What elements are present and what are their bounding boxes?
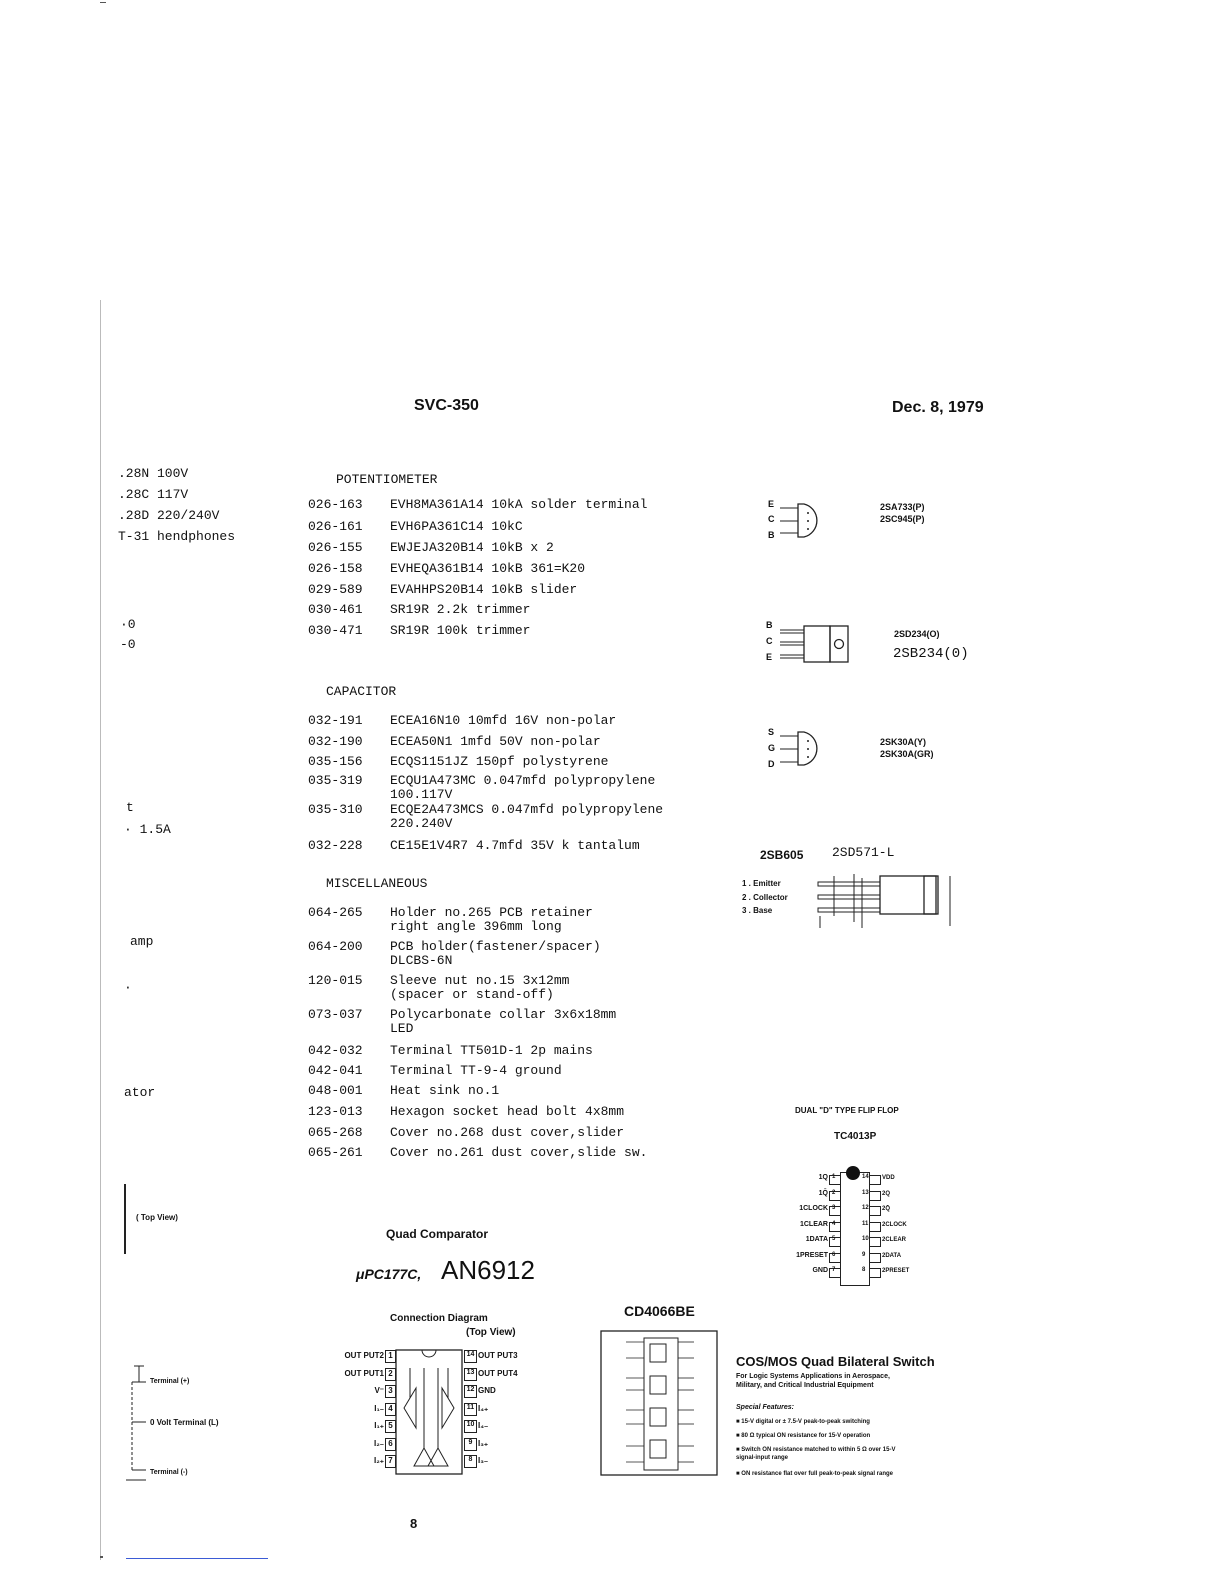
- misc-row: [308, 1145, 647, 1160]
- pin-number: 1: [832, 1174, 836, 1180]
- pin-label: S: [768, 727, 775, 737]
- to126-package-icon: [778, 624, 858, 664]
- pin-name: 2DATA: [882, 1252, 902, 1259]
- part-description: ECQE2A473MCS 0.047mfd polypropylene: [390, 802, 664, 817]
- part-code: 065-261: [308, 1145, 363, 1160]
- part-description: Cover no.268 dust cover,slider: [390, 1125, 625, 1140]
- part-description: Polycarbonate collar 3x6x18mm: [390, 1007, 617, 1022]
- pin-number: 8: [862, 1267, 866, 1273]
- margin-text: amp: [130, 934, 154, 949]
- pin-number: 3: [385, 1385, 396, 1398]
- pin-name: I₃₋: [478, 1456, 489, 1465]
- pin-name: VDD: [882, 1175, 895, 1181]
- pin-name: I₄₋: [478, 1421, 489, 1430]
- pin-name: V⁻: [374, 1386, 384, 1395]
- part-description: ECQS1151JZ 150pf polystyrene: [390, 754, 609, 769]
- part-description: ECQU1A473MC 0.047mfd polypropylene: [390, 773, 656, 788]
- to92-package-icon: [778, 500, 828, 540]
- pin-number: 2: [832, 1189, 836, 1196]
- capacitor-row: [308, 838, 640, 853]
- feature-text: Switch ON resistance matched to within 5 Ω over 15-V signal-input range: [736, 1447, 896, 1461]
- pin-label: 3 . Base: [742, 906, 773, 915]
- potentiometer-row: [308, 540, 554, 555]
- pin-name: 2Q: [882, 1190, 891, 1197]
- margin-text: ator: [124, 1085, 156, 1100]
- part-description: PCB holder(fastener/spacer): [390, 939, 601, 954]
- corner-mark: [100, 2, 106, 3]
- bullet-icon: ■: [736, 1471, 742, 1477]
- part-code: 032-191: [308, 713, 363, 728]
- pin-number: 12: [862, 1205, 869, 1211]
- cd4066-part: CD4066BE: [624, 1303, 695, 1319]
- part-description: Cover no.261 dust cover,slide sw.: [390, 1145, 648, 1160]
- part-description: Terminal TT-9-4 ground: [390, 1063, 562, 1078]
- part-code: 026-161: [308, 519, 363, 534]
- capacitor-row: [308, 754, 608, 769]
- part-description: Sleeve nut no.15 3x12mm: [390, 973, 570, 988]
- fet-package-icon: [778, 730, 828, 770]
- pin-number: 3: [832, 1205, 836, 1211]
- feature-text: 80 Ω typical ON resistance for 15-V operation: [741, 1433, 871, 1439]
- pin-number: 9: [862, 1251, 866, 1258]
- features-title: Special Features:: [736, 1404, 794, 1411]
- footer-rule: [126, 1558, 268, 1559]
- pin-number: 13: [464, 1368, 477, 1381]
- pin-box: [869, 1268, 881, 1278]
- pin-label: G: [768, 743, 776, 753]
- pin-number: 11: [464, 1403, 477, 1416]
- part-description: Terminal TT501D-1 2p mains: [390, 1043, 593, 1058]
- terminal-label: 0 Volt Terminal (L): [150, 1418, 219, 1427]
- part-description: SR19R 2.2k trimmer: [390, 602, 531, 617]
- capacitor-row: [308, 734, 601, 749]
- pin-number: 6: [832, 1251, 836, 1258]
- pin-name: OUT PUT1: [344, 1368, 384, 1378]
- part-description: EVH8MA361A14 10kA solder terminal: [390, 497, 648, 512]
- part-code: 042-032: [308, 1043, 363, 1058]
- part-code: 048-001: [308, 1083, 363, 1098]
- margin-text: -0: [120, 637, 136, 652]
- date-title: Dec. 8, 1979: [892, 399, 984, 416]
- misc-row: [308, 1063, 562, 1078]
- part-note: (spacer or stand-off): [390, 987, 554, 1002]
- part-description: CE15E1V4R7 4.7mfd 35V k tantalum: [390, 838, 640, 853]
- pin-box: [869, 1237, 881, 1247]
- cd4066-diagram-icon: [600, 1330, 720, 1478]
- feature-text: 15-V digital or ± 7.5-V peak-to-peak switching: [741, 1419, 870, 1425]
- part-note: DLCBS-6N: [390, 953, 453, 968]
- pin-name: 2PRESET: [882, 1268, 910, 1274]
- bullet-icon: ■: [736, 1419, 742, 1425]
- pin-name: 1Q̄: [818, 1189, 828, 1197]
- part-number: 2SK30A(GR): [880, 749, 934, 759]
- potentiometer-row: [308, 602, 530, 617]
- pin-box: [869, 1175, 881, 1185]
- pin-name: 1CLEAR: [799, 1220, 828, 1228]
- pin-number: 5: [832, 1236, 836, 1242]
- pin-number: 9: [464, 1438, 477, 1451]
- pin-number: 14: [862, 1174, 869, 1180]
- potentiometer-row: [308, 519, 523, 534]
- cd4066-subtitle: For Logic Systems Applications in Aerospace, Military, and Critical Industrial Equipment: [736, 1373, 890, 1389]
- feature-text: ON resistance flat over full peak-to-peak signal range: [741, 1471, 894, 1477]
- pin-name: 1Q: [818, 1174, 828, 1181]
- part-code: 029-589: [308, 582, 363, 597]
- part-note: LED: [390, 1021, 414, 1036]
- part-code: 120-015: [308, 973, 363, 988]
- pin-number: 11: [862, 1220, 869, 1227]
- part-note: right angle 396mm long: [390, 919, 562, 934]
- diagram-view: (Top View): [466, 1327, 516, 1338]
- part-code: 035-310: [308, 802, 363, 817]
- pin-box: [869, 1191, 881, 1201]
- part-code: 032-190: [308, 734, 363, 749]
- part-description: EVAHHPS20B14 10kB slider: [390, 582, 578, 597]
- misc-row: [308, 1104, 624, 1119]
- part-code: 026-163: [308, 497, 363, 512]
- comparator-part-a: μPC177C,: [356, 1266, 422, 1282]
- part-code: 032-228: [308, 838, 363, 853]
- pin-label: C: [766, 636, 773, 646]
- pin-label: B: [768, 530, 775, 540]
- part-number: 2SD571-L: [832, 845, 895, 860]
- pin-name: 1CLOCK: [799, 1205, 828, 1212]
- margin-text: T-31 hendphones: [118, 529, 236, 544]
- pin-box: [869, 1206, 881, 1216]
- pin-name: GND: [812, 1267, 828, 1274]
- pin-number: 4: [832, 1220, 836, 1227]
- pin-number: 10: [862, 1236, 869, 1242]
- margin-text: .28D 220/240V: [118, 508, 220, 523]
- part-number: 2SA733(P): [880, 502, 925, 512]
- part-number: 2SD234(O): [894, 629, 940, 639]
- part-description: ECEA50N1 1mfd 50V non-polar: [390, 734, 601, 749]
- part-description: EVH6PA361C14 10kC: [390, 519, 523, 534]
- pin-name: OUT PUT4: [478, 1368, 518, 1378]
- margin-bar: [124, 1184, 126, 1254]
- part-code: 064-265: [308, 905, 363, 920]
- part-code: 065-268: [308, 1125, 363, 1140]
- pin-name: 2CLOCK: [882, 1221, 907, 1228]
- pin-name: GND: [478, 1386, 496, 1395]
- part-code: 030-471: [308, 623, 363, 638]
- capacitor-row: [308, 802, 663, 830]
- bullet-icon: ■: [736, 1447, 742, 1453]
- flipflop-part: TC4013P: [834, 1131, 877, 1142]
- misc-row: [308, 973, 569, 1001]
- pin-name: OUT PUT3: [478, 1351, 518, 1360]
- bullet-icon: ■: [736, 1433, 742, 1439]
- pin-label: B: [766, 620, 773, 630]
- pin-name: 1PRESET: [796, 1251, 828, 1259]
- pin-number: 5: [385, 1420, 396, 1433]
- potentiometer-row: [308, 561, 585, 576]
- margin-text: ·0: [120, 617, 136, 632]
- pin-name: I₄₊: [478, 1403, 489, 1413]
- margin-text: ( Top View): [136, 1213, 178, 1222]
- pin-number: 12: [464, 1385, 477, 1398]
- pin-name: OUT PUT2: [344, 1351, 384, 1360]
- margin-text: .28C 117V: [118, 487, 189, 502]
- potentiometer-row: [308, 582, 577, 597]
- page-number: 8: [410, 1516, 418, 1531]
- feature-item: [736, 1446, 914, 1462]
- pin-number: 7: [832, 1267, 836, 1273]
- part-code: 042-041: [308, 1063, 363, 1078]
- part-note: 220.240V: [390, 816, 453, 831]
- part-code: 026-155: [308, 540, 363, 555]
- margin-text: t: [126, 800, 134, 815]
- feature-item: [736, 1418, 914, 1426]
- pin-label: E: [766, 652, 773, 662]
- misc-row: [308, 1125, 624, 1140]
- pin-box: [869, 1253, 881, 1263]
- pin-name: I₂₊: [374, 1456, 384, 1465]
- comparator-body-icon: [394, 1348, 464, 1478]
- footer-dot: [100, 1556, 103, 1558]
- terminal-label: Terminal (+): [150, 1378, 190, 1385]
- part-number: 2SC945(P): [880, 514, 925, 524]
- part-number: 2SB234(0): [893, 646, 969, 662]
- part-code: 035-156: [308, 754, 363, 769]
- part-number: 2SK30A(Y): [880, 737, 927, 747]
- part-code: 064-200: [308, 939, 363, 954]
- pin-box: [869, 1222, 881, 1232]
- capacitor-row: [308, 773, 655, 801]
- pin-name: I₃₊: [478, 1438, 489, 1448]
- part-code: 123-013: [308, 1104, 363, 1119]
- pin-number: 14: [464, 1350, 477, 1363]
- pin-number: 4: [385, 1403, 396, 1416]
- pin-label: 2 . Collector: [742, 893, 788, 902]
- comparator-part-b: AN6912: [441, 1255, 535, 1285]
- part-description: Heat sink no.1: [390, 1083, 500, 1098]
- diagram-title: Connection Diagram: [390, 1313, 488, 1324]
- potentiometer-row: [308, 623, 530, 638]
- pin-number: 1: [385, 1350, 396, 1363]
- pin-number: 6: [385, 1438, 396, 1451]
- potentiometer-title: POTENTIOMETER: [336, 472, 438, 487]
- misc-row: [308, 1083, 499, 1098]
- pin-number: 13: [862, 1189, 869, 1196]
- part-description: Hexagon socket head bolt 4x8mm: [390, 1104, 625, 1119]
- model-title: SVC-350: [414, 397, 479, 414]
- part-note: 100.117V: [390, 787, 453, 802]
- part-code: 026-158: [308, 561, 363, 576]
- misc-row: [308, 905, 593, 933]
- capacitor-row: [308, 713, 616, 728]
- margin-text: ·: [124, 980, 132, 995]
- misc-title: MISCELLANEOUS: [326, 876, 428, 891]
- misc-row: [308, 1007, 616, 1035]
- terminal-label: Terminal (-): [150, 1469, 188, 1476]
- pin-number: 10: [464, 1420, 477, 1433]
- pin-label: E: [768, 499, 775, 509]
- pin-number: 2: [385, 1368, 396, 1381]
- capacitor-title: CAPACITOR: [326, 684, 397, 699]
- to220-package-icon: [814, 872, 964, 932]
- pin-number: 8: [464, 1455, 477, 1468]
- pin-name: I₂₋: [374, 1438, 384, 1448]
- pin-name: 2CLEAR: [882, 1237, 907, 1243]
- pin-name: 1DATA: [805, 1236, 828, 1243]
- margin-text: · 1.5A: [124, 822, 171, 837]
- part-description: EVHEQA361B14 10kB 361=K20: [390, 561, 586, 576]
- pin-label: D: [768, 759, 775, 769]
- margin-line: [100, 300, 101, 1560]
- part-description: ECEA16N10 10mfd 16V non-polar: [390, 713, 617, 728]
- flipflop-notch-icon: [846, 1166, 860, 1180]
- terminal-schematic-icon: [122, 1366, 152, 1486]
- part-code: 035-319: [308, 773, 363, 788]
- part-code: 030-461: [308, 602, 363, 617]
- pin-number: 7: [385, 1455, 396, 1468]
- flipflop-title: DUAL "D" TYPE FLIP FLOP: [795, 1106, 899, 1115]
- part-description: SR19R 100k trimmer: [390, 623, 531, 638]
- feature-item: [736, 1470, 914, 1478]
- part-number: 2SB605: [760, 848, 804, 862]
- part-description: EWJEJA320B14 10kB x 2: [390, 540, 554, 555]
- feature-item: [736, 1432, 914, 1440]
- misc-row: [308, 1043, 593, 1058]
- part-description: Holder no.265 PCB retainer: [390, 905, 593, 920]
- comparator-title: Quad Comparator: [386, 1227, 489, 1241]
- pin-name: I₁₋: [374, 1403, 384, 1413]
- margin-text: .28N 100V: [118, 466, 189, 481]
- potentiometer-row: [308, 497, 647, 512]
- misc-row: [308, 939, 601, 967]
- pin-label: 1 . Emitter: [742, 879, 781, 888]
- pin-name: I₁₊: [374, 1421, 384, 1430]
- pin-name: 2Q̄: [882, 1206, 891, 1212]
- pin-label: C: [768, 514, 775, 524]
- part-code: 073-037: [308, 1007, 363, 1022]
- cd4066-title: COS/MOS Quad Bilateral Switch: [736, 1354, 935, 1369]
